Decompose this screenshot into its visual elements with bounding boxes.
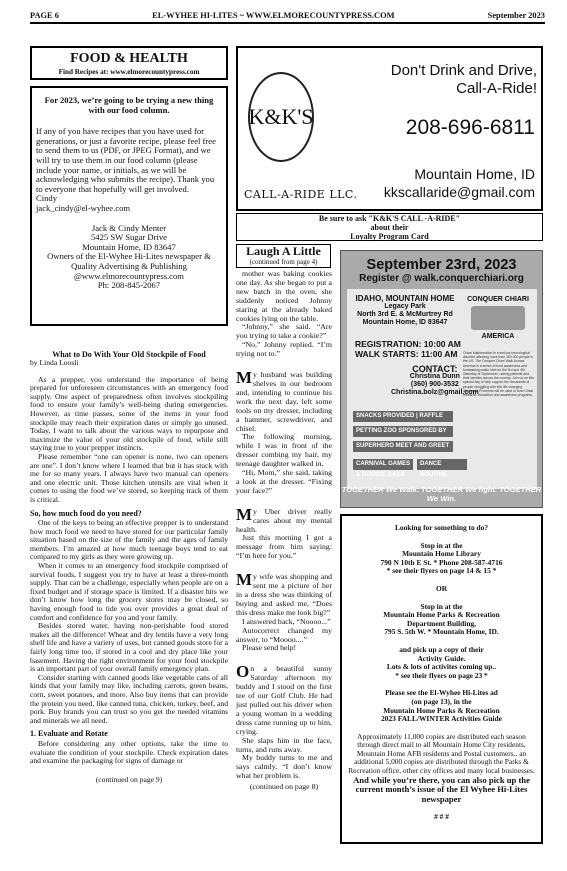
box-line: Mountain Home Parks & Recreation [383, 610, 500, 620]
article-paragraph: Before considering any other options, take the time to evaluate the condition of your stockpile. Check expiration dates and examine the packaging for signs of damage or [30, 738, 228, 766]
box-line: Department Building, [407, 618, 476, 628]
box-line: * see their flyers on page 14 & 15 * [386, 566, 497, 576]
kk-tagline: CALL-A-RIDE LLC. [244, 188, 358, 201]
location-line: North 3rd E. & McMurtrey Rd [357, 311, 453, 318]
joke-text: “Hi, Mom,” she said, taking a look at the dresser. “Fixing your face?” [236, 468, 332, 495]
joke-text: She slaps him in the face, turns, and runs away. [236, 735, 332, 754]
kk-call-a-ride-ad [236, 46, 543, 211]
article-subheading: 1. Evaluate and Rotate [30, 729, 108, 739]
publication-banner: EL-WYHEE HI-LITES ~ WWW.ELMORECOUNTYPRESS.COM [152, 11, 395, 20]
chiari-walk-ad [340, 250, 543, 508]
kk-slogan-line: Don't Drink and Drive, [390, 62, 537, 79]
laugh-banner [236, 244, 331, 268]
event-feature: CARNIVAL GAMES & GOODIE BAGS [353, 459, 413, 470]
logo-country: AMERICA [481, 333, 515, 340]
event-details [347, 289, 537, 489]
article-paragraph: Consider starting with canned goods like vegetable cans of all kinds that your family may like, including carrots, green beans, corn, sweet potatoes, and more. Also buy items that can provide the protein you need, like canned tuna, chicken, turkey, beef, and pork. Buy brands you can trust so you get the needed vitamins and minerals we all need. [30, 672, 228, 725]
event-location [355, 295, 455, 327]
contact-email: Christina.bolz@gmail.com [391, 389, 479, 396]
kk-logo-text: K&K'S [248, 104, 314, 129]
article-title: What to Do With Your Old Stockpile of Food [52, 350, 206, 359]
box-line: and pick up a copy of their [399, 644, 484, 654]
laugh-subtitle: (continued from page 4) [249, 258, 318, 266]
loyalty-line: Loyalty Program Card [350, 231, 429, 241]
event-feature: SUPERHERO MEET AND GREET [353, 441, 453, 452]
recipe-heading: For 2023, we’re going to be trying a new thing with our food column. [44, 95, 214, 115]
box-line: 795 S. 5th W. * Mountain Home, ID. [384, 627, 499, 637]
food-health-banner [30, 46, 228, 80]
article-paragraph: One of the keys to being an effective prepper is to understand how much food we need to have stored for our particular family situation based on the size of the family and the ages of family members. I’m amazed at how much teenage boys tend to eat compared to my girls as they were growing up. [30, 518, 228, 562]
joke-text: I answered back, “Noooo...” [242, 616, 331, 626]
drop-cap: M [236, 504, 253, 524]
joke-text: y wife was shopping and sent me a picture of her in a dress she was thinking of buying and asked me, “Does this dress make me look big?” [236, 572, 332, 617]
location-line: Mountain Home, ID 83647 [362, 319, 448, 326]
box-line: Activity Guide. [417, 653, 466, 663]
box-line: Stop in at the [420, 601, 463, 611]
page-number: PAGE 6 [30, 11, 59, 20]
joke-text: y Uber driver really cares about my mental health. [236, 506, 332, 534]
kk-slogan [338, 62, 537, 98]
contact-phone: (360) 900-3532 [410, 381, 459, 388]
article-paragraph: Please remember “one can opener is none, two can openers are one”. I don’t know where I learned that but it has stuck with me for so many years. I always have two manual can openers and one electric unit. Those kitchen utensils are vital when it comes to using the food we’ve stored, so keeping track of them is critical. [30, 451, 228, 504]
page-header [30, 8, 545, 24]
kk-city: Mountain Home, ID [414, 166, 535, 182]
registration-time: REGISTRATION: 10:00 AM [355, 339, 461, 349]
loyalty-notice [236, 213, 543, 241]
box-line: Please see the El-Wyhee Hi-Lites ad [385, 688, 498, 698]
box-line: Looking for something to do? [394, 523, 489, 532]
kk-slogan-line: Call-A-Ride! [456, 80, 537, 97]
logo-name: CONQUER CHIARI [467, 296, 529, 303]
contact-heading: CONTACT: [412, 364, 458, 374]
closing-text: And while you’re there, you can also pick up the current month’s issue of the El Wyhee Hi-Lites newspaper [353, 774, 530, 804]
usa-map-icon [471, 306, 525, 330]
box-line: OR [435, 583, 448, 593]
loyalty-line: about their [370, 222, 409, 232]
joke-text: The following morning, while I was in front of the dresser combing my hair, my teenage daughter walked in. [236, 432, 332, 469]
continued-note: (continued on page 9) [95, 774, 163, 784]
event-feature: SNACKS PROVIDED | RAFFLE [353, 411, 453, 422]
joke-text: n a beautiful sunny Saturday afternoon my buddy and I stood on the first tee of our Golf Club. He had just pulled out his driver when a young woman in a wedding dress came running up to him, crying. [236, 664, 332, 736]
event-register: Register @ walk.conquerchiari.org [359, 273, 524, 284]
address-line: Jack & Cindy Menter [91, 222, 167, 233]
recipe-signer: Cindy [36, 193, 58, 204]
jokes-column [236, 270, 332, 792]
recipe-call-box [30, 86, 228, 326]
section-subtitle: Find Recipes at: www.elmorecountypress.com [58, 68, 200, 76]
box-line: * see their flyers on page 23 * [395, 670, 488, 680]
kk-email: kkscallaride@gmail.com [383, 184, 535, 200]
event-feature: PETTING ZOO SPONSORED BY [353, 426, 453, 437]
kk-phone: 208-696-6811 [405, 116, 535, 139]
box-line: 790 N 10th E St. * Phone 208-587-4716 [380, 557, 503, 567]
joke-text: “Johnny,” she said. “Are you trying to take a cookie?” [236, 322, 332, 341]
article-byline: by Linda Loosli [30, 358, 79, 367]
box-line: 2023 FALL/WINTER Activities Guide [381, 714, 502, 724]
address-line: Owners of the El-Wyhee Hi-Lites newspaper & Quality Advertising & Publishing @www.elmorecountypress.com [47, 251, 211, 281]
box-line: Lots & lots of activites coming up.. [386, 662, 497, 672]
drop-cap: M [236, 570, 253, 590]
box-line: (on page 13), in the [411, 696, 472, 706]
joke-text: My buddy turns to me and says calmly, “I don’t know what her problem is. [236, 753, 332, 781]
stockpile-article [30, 350, 228, 784]
section-title: FOOD & HEALTH [70, 51, 188, 66]
owner-address [36, 224, 222, 291]
article-paragraph: As a prepper, you understand the importance of being prepared for unforeseen circumstances with an emergency food supply. One aspect of preparedness often involves stockpiling food to ensure your family’s well-being during emergencies. However, as time passes, some of the items in your food stockpile may reach their expiration dates or simply go unused. Today, I want to talk about the various ways to repurpose and maximize the value of your old stockpile of food, while still staying true to your prepper instincts. [30, 374, 228, 453]
joke-text: y husband was building shelves in our bedroom and, intending to continue his work the next day, left some tools on my dresser, including a hammer, screwdriver, and chisel. [236, 370, 332, 433]
location-line: IDAHO, MOUNTAIN HOME [355, 294, 455, 303]
contact-name: Christina Dunn [409, 373, 460, 380]
recipe-body-text: If any of you have recipes that you have used for generations, or just a favorite recipe, please feel free to send them to us (PDF, or JPEG Format), and we will try to use them in our food column (please include your name, or initials, as we will be acknowledging who submits the recipe). Thank you to everyone that hopefully will get involved. [36, 126, 216, 194]
end-mark: # # # [434, 812, 449, 822]
address-line: Mountain Home, ID 83647 [82, 241, 176, 252]
conquer-chiari-logo [463, 295, 533, 349]
recipe-email: jack_cindy@el-wyhee.com [36, 202, 131, 213]
joke-text: Just this morning I got a message from him saying: “I’m here for you.” [236, 533, 332, 561]
event-date: September 23rd, 2023 [366, 257, 517, 273]
box-line: Mountain Home Parks & Recreation [383, 705, 500, 715]
event-footer: TOGETHER We Walk. TOGETHER We fight. TOGETHER We Win. [341, 485, 542, 503]
event-feature: DANCE ROUTINE [417, 459, 467, 470]
address-line: Ph: 208-845-2067 [97, 280, 161, 291]
joke-text: Autocorrect changed my answer, to “Moooo....” [236, 625, 332, 644]
issue-date: September 2023 [487, 11, 545, 20]
joke-text: Please send help! [242, 643, 297, 653]
event-times [355, 339, 461, 359]
event-description: Chiari Malformation is a serious neurological disorder affecting more than 300,000 people in the US. The Conquer Chiari Walk Across America is a series of fund awareness and fundraising walks held on the 3rd and 4th Saturday of September, uniting patients and their families across the country. Join us on this special day to help support the thousands of people struggling with this life-changing diagnosis. Proceeds will be used to fund Chiari research, education and awareness programs. [463, 351, 534, 398]
joke-text: mother was baking cookies one day. As she began to put a new batch in the oven, she suddenly noticed Johnny staring at the already baked cookies lying on the table. [236, 269, 332, 323]
walk-time: WALK STARTS: 11:00 AM [355, 349, 458, 359]
loyalty-line: Be sure to ask "K&K'S CALL -A-RIDE" [318, 214, 461, 223]
continued-note: (continued on page 8) [249, 782, 319, 792]
article-subheading: So, how much food do you need? [30, 508, 142, 518]
laugh-title: Laugh A Little [246, 244, 321, 258]
recipe-body [36, 127, 222, 213]
kk-logo [248, 72, 314, 162]
joke-text: “No,” Johnny replied. “I’m trying not to.” [236, 340, 332, 359]
box-line: Mountain Home Library [402, 549, 481, 559]
drop-cap: M [236, 368, 253, 388]
activities-box [340, 514, 543, 844]
article-paragraph: Besides stored water, having non-perishable food stored makes all the difference! Wheat and dry lentils have a very long shelf life and have a variety of uses, but canned goods store for a fairly long time too, if stored in a cool and dry place like your basement. Having the right environment for your food stockpile is an important part of your overall family emergency plan. [30, 621, 228, 674]
address-line: 5425 SW Sugar Drive [91, 232, 167, 243]
box-line: Stop in at the [420, 540, 463, 550]
article-paragraph: When it comes to an emergency food stockpile comprised of survival foods, I suggest you try to have at least a three-month supply. That can be a challenge, especially when people are on a fixed budget and if storage space is limited. If a disaster hits we don’t know how long the grocery stores may be closed, so having enough food to tide you over provides a great deal of comfort and confidence for you and your family. [30, 561, 228, 622]
location-line: Legacy Park [384, 303, 426, 310]
distribution-text: Approximately 11,000 copies are distributed each season through direct mail to all Mountain Home City residents, Mountain Home AFB residents and Postal customers.. an additional 5,000 copies are distributed through the Parks & Recreation office, other city offices and many local businesses. [348, 731, 535, 776]
drop-cap: O [236, 662, 250, 682]
